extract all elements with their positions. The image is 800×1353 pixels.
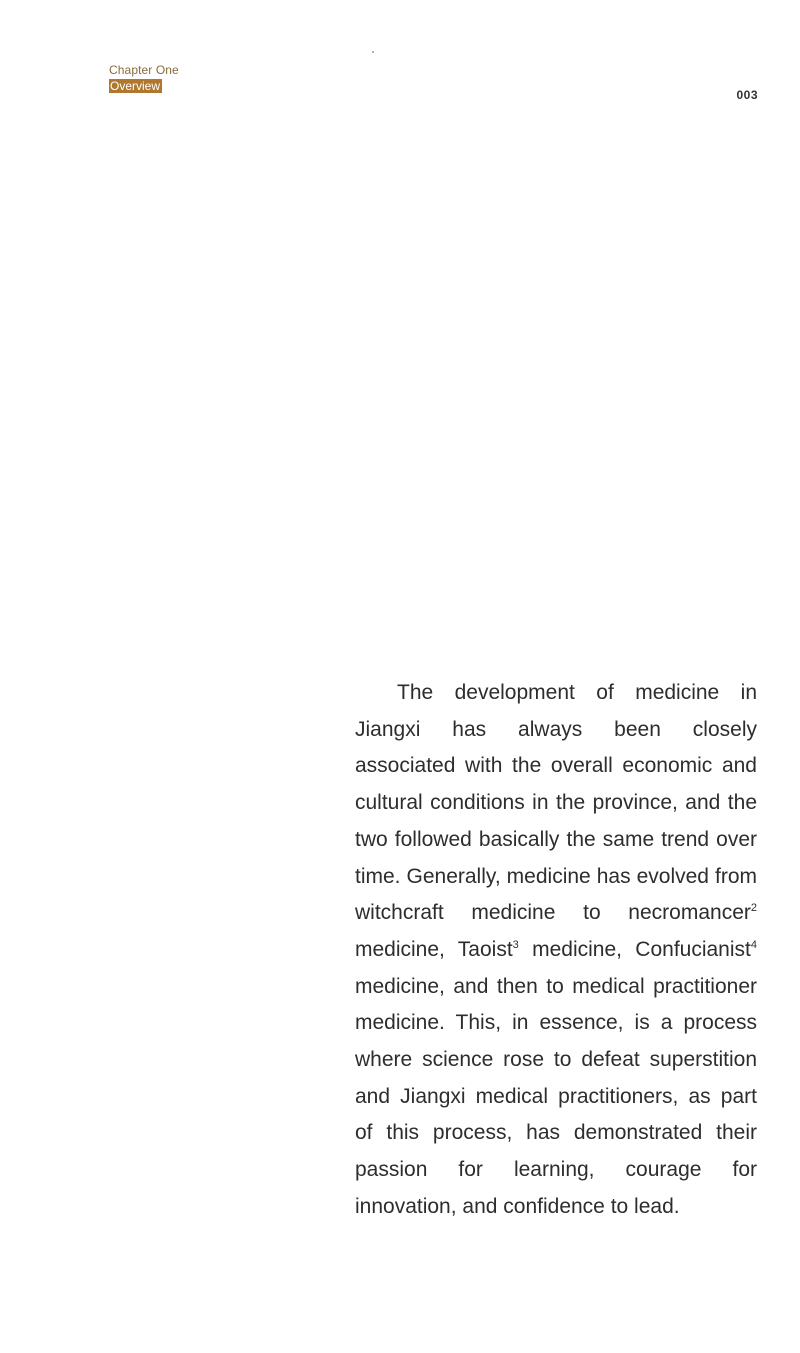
chapter-label: Chapter One xyxy=(109,63,179,77)
body-text-segment: medicine, Confucianist xyxy=(518,937,751,961)
body-text-segment: The development of medicine in Jiangxi has always been closely associated with the overall economic and cultural conditions in the province, and the two followed basically the same trend over time. Generally, medicine has evolved from witchcraft medicine to necromancer xyxy=(355,681,757,925)
page-number: 003 xyxy=(736,88,758,102)
section-label: Overview xyxy=(110,79,161,93)
body-text-segment: medicine, Taoist xyxy=(355,937,513,961)
body-paragraph xyxy=(355,675,757,1226)
footnote-ref-2: 2 xyxy=(750,902,757,915)
body-text-segment: medicine, and then to medical practitioner medicine. This, in essence, is a process where science rose to defeat superstition and Jiangxi medical practitioners, as part of this process, has demonstrated their passion for learning, courage for innovation, and confidence to lead. xyxy=(355,974,757,1218)
footnote-ref-3: 3 xyxy=(512,938,519,951)
running-header xyxy=(109,64,179,94)
footnote-ref-4: 4 xyxy=(750,938,757,951)
scan-speck xyxy=(372,51,374,53)
